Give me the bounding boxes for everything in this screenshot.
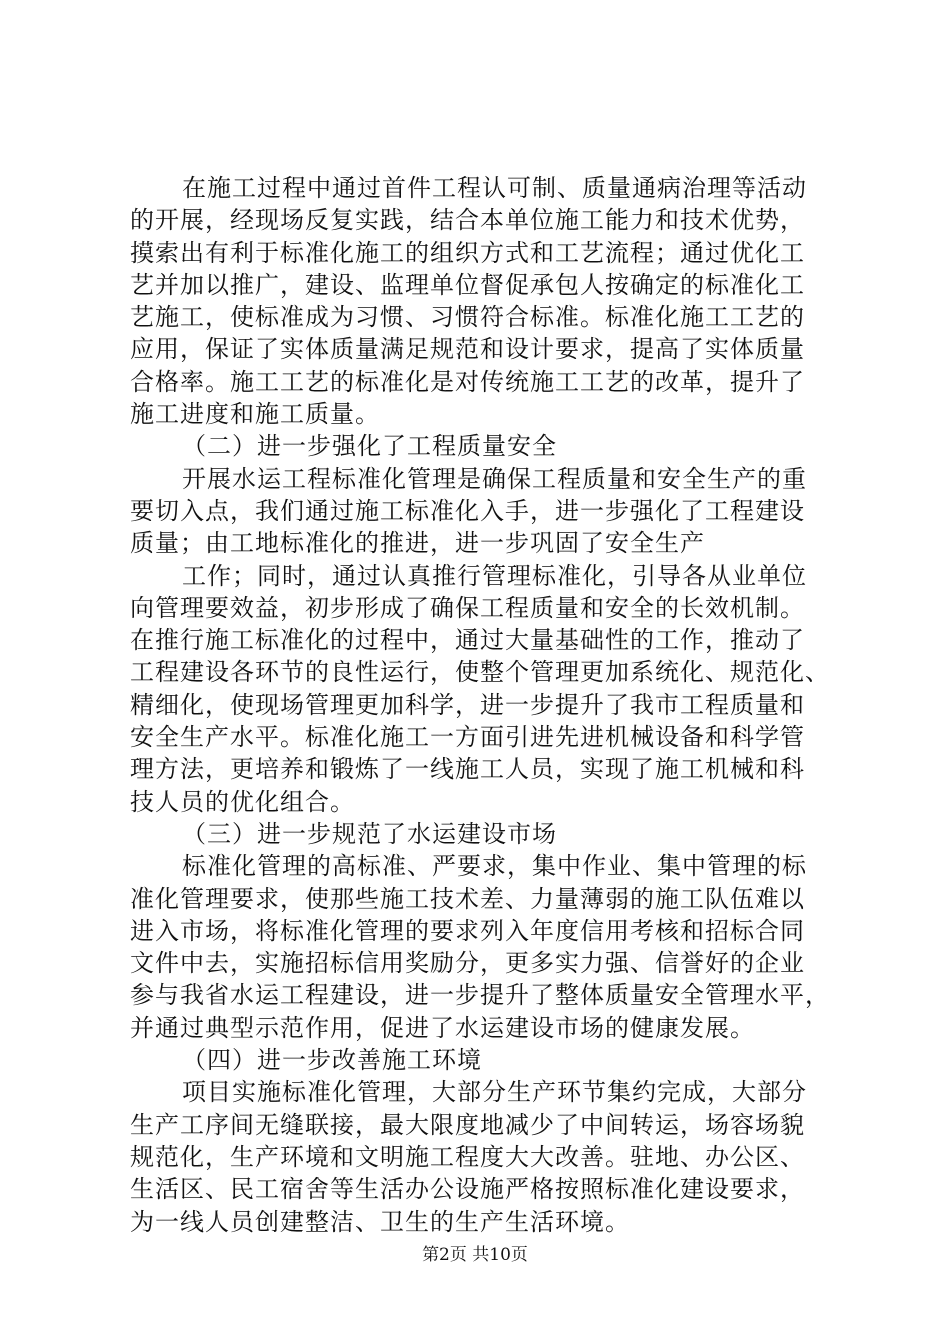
paragraph-line: 生活区、民工宿舍等生活办公设施严格按照标准化建设要求， <box>130 1175 805 1204</box>
paragraph-line: 项目实施标准化管理，大部分生产环节集约完成，大部分 <box>182 1078 807 1107</box>
paragraph-line: 精细化，使现场管理更加科学，进一步提升了我市工程质量和 <box>130 690 805 719</box>
paragraph-line: 摸索出有利于标准化施工的组织方式和工艺流程；通过优化工 <box>130 238 805 267</box>
paragraph-line: 并通过典型示范作用，促进了水运建设市场的健康发展。 <box>130 1013 755 1042</box>
section-heading: （二）进一步强化了工程质量安全 <box>182 432 557 461</box>
paragraph-line: 生产工序间无缝联接，最大限度地减少了中间转运，场容场貌 <box>130 1110 805 1139</box>
paragraph-line: 向管理要效益，初步形成了确保工程质量和安全的长效机制。 <box>130 593 805 622</box>
paragraph-line: 在推行施工标准化的过程中，通过大量基础性的工作，推动了 <box>130 626 805 655</box>
paragraph-line: 为一线人员创建整洁、卫生的生产生活环境。 <box>130 1207 630 1236</box>
paragraph-line: 应用，保证了实体质量满足规范和设计要求，提高了实体质量 <box>130 335 805 364</box>
paragraph-line: 文件中去，实施招标信用奖励分，更多实力强、信誉好的企业 <box>130 949 805 978</box>
paragraph-line: 标准化管理的高标准、严要求，集中作业、集中管理的标 <box>182 852 807 881</box>
paragraph-line: 施工进度和施工质量。 <box>130 400 380 429</box>
paragraph-line: 质量；由工地标准化的推进，进一步巩固了安全生产 <box>130 529 705 558</box>
section-heading: （四）进一步改善施工环境 <box>182 1046 482 1075</box>
paragraph-line: 艺施工，使标准成为习惯、习惯符合标准。标准化施工工艺的 <box>130 303 805 332</box>
paragraph-line: 工程建设各环节的良性运行，使整个管理更加系统化、规范化、 <box>130 658 830 687</box>
document-body <box>130 172 830 1238</box>
paragraph-line: 艺并加以推广，建设、监理单位督促承包人按确定的标准化工 <box>130 270 805 299</box>
paragraph-line: 安全生产水平。标准化施工一方面引进先进机械设备和科学管 <box>130 723 805 752</box>
paragraph-line: 要切入点，我们通过施工标准化入手，进一步强化了工程建设 <box>130 496 805 525</box>
paragraph-line: 理方法，更培养和锻炼了一线施工人员，实现了施工机械和科 <box>130 755 805 784</box>
paragraph-line: 规范化，生产环境和文明施工程度大大改善。驻地、办公区、 <box>130 1142 805 1171</box>
section-heading: （三）进一步规范了水运建设市场 <box>182 819 557 848</box>
paragraph-line: 参与我省水运工程建设，进一步提升了整体质量安全管理水平， <box>130 981 830 1010</box>
paragraph-line: 技人员的优化组合。 <box>130 787 355 816</box>
paragraph-line: 的开展，经现场反复实践，结合本单位施工能力和技术优势， <box>130 206 805 235</box>
paragraph-line: 开展水运工程标准化管理是确保工程质量和安全生产的重 <box>182 464 807 493</box>
paragraph-line: 在施工过程中通过首件工程认可制、质量通病治理等活动 <box>182 174 807 202</box>
paragraph-line: 工作；同时，通过认真推行管理标准化，引导各从业单位 <box>182 561 807 590</box>
paragraph-line: 进入市场，将标准化管理的要求列入年度信用考核和招标合同 <box>130 916 805 945</box>
paragraph-line: 合格率。施工工艺的标准化是对传统施工工艺的改革，提升了 <box>130 367 805 396</box>
page-number-footer: 第2页 共10页 <box>422 1245 528 1265</box>
paragraph-line: 准化管理要求，使那些施工技术差、力量薄弱的施工队伍难以 <box>130 884 805 913</box>
